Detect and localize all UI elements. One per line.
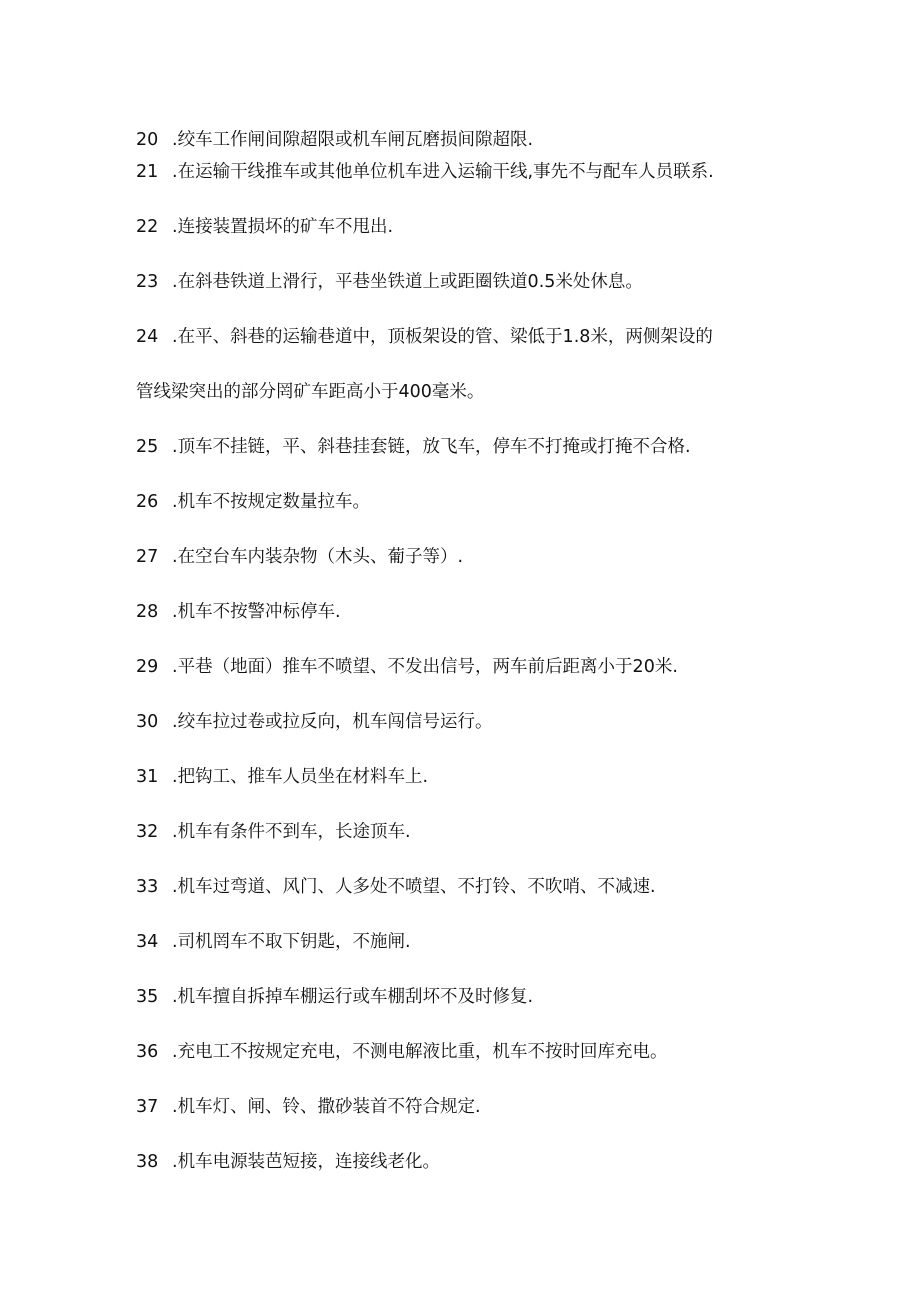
item-number: 21: [136, 162, 159, 182]
list-item: [136, 128, 533, 152]
item-number: 36: [136, 1042, 159, 1062]
list-item: [136, 435, 691, 459]
item-number: 24: [136, 327, 159, 347]
list-item: [136, 1095, 481, 1119]
item-number: 25: [136, 437, 159, 457]
item-number: 27: [136, 547, 159, 567]
item-text: .机车电源装芭短接，连接线老化。: [172, 1152, 441, 1172]
list-item: [136, 490, 370, 514]
item-text: .把钩工、推车人员坐在材料车上.: [172, 767, 429, 787]
list-item: [136, 875, 656, 899]
list-item: [136, 1150, 440, 1174]
list-item: [136, 545, 463, 569]
item-text: .机车不按警冲标停车.: [172, 602, 341, 622]
item-text: .在运输干线推车或其他单位机车进入运输干线,事先不与配车人员联系.: [172, 162, 714, 182]
item-text: .在斜巷铁道上滑行，平巷坐铁道上或距圈铁道0.5米处休息。: [172, 272, 643, 292]
item-text: .顶车不挂链，平、斜巷挂套链，放飞车，停车不打掩或打掩不合格.: [172, 437, 691, 457]
item-number: 35: [136, 987, 159, 1007]
item-text: .机车过弯道、风门、人多处不喷望、不打铃、不吹哨、不减速.: [172, 877, 656, 897]
item-number: 23: [136, 272, 159, 292]
item-text: .机车有条件不到车，长途顶车.: [172, 822, 411, 842]
item-number: 31: [136, 767, 159, 787]
item-text: .机车擅自拆掉车棚运行或车棚刮坏不及时修复.: [172, 987, 534, 1007]
item-text: .机车不按规定数量拉车。: [172, 492, 371, 512]
item-text: .充电工不按规定充电，不测电解液比重，机车不按时回库充电。: [172, 1042, 668, 1062]
item-number: 22: [136, 217, 159, 237]
list-item: [136, 820, 411, 844]
list-item-continuation: [136, 380, 484, 404]
item-text: .机车灯、闸、铃、撒砂装首不符合规定.: [172, 1097, 481, 1117]
item-number: 32: [136, 822, 159, 842]
list-item: [136, 985, 533, 1009]
item-number: 33: [136, 877, 159, 897]
list-item: [136, 710, 493, 734]
list-item: [136, 930, 411, 954]
item-number: 26: [136, 492, 159, 512]
list-item: [136, 600, 341, 624]
item-text: .绞车拉过卷或拉反向，机车闯信号运行。: [172, 712, 493, 732]
item-text: .连接装置损坏的矿车不甩出.: [172, 217, 394, 237]
item-number: 34: [136, 932, 159, 952]
item-number: 20: [136, 130, 159, 150]
list-item: [136, 160, 714, 184]
list-item: [136, 655, 678, 679]
item-number: 28: [136, 602, 159, 622]
item-number: 29: [136, 657, 159, 677]
item-number: 30: [136, 712, 159, 732]
list-item: [136, 765, 428, 789]
item-text: 管线梁突出的部分罔矿车距高小于400毫米。: [136, 382, 485, 402]
item-text: .绞车工作闸间隙超限或机车闸瓦磨损间隙超限.: [172, 130, 534, 150]
item-number: 37: [136, 1097, 159, 1117]
list-item: [136, 215, 393, 239]
item-text: .司机罔车不取下钥匙，不施闸.: [172, 932, 411, 952]
list-item: [136, 270, 643, 294]
item-text: .在空台车内装杂物（木头、葡子等）.: [172, 547, 464, 567]
item-number: 38: [136, 1152, 159, 1172]
list-item: [136, 1040, 668, 1064]
item-text: .平巷（地面）推车不喷望、不发出信号，两车前后距离小于20米.: [172, 657, 678, 677]
list-item: [136, 325, 713, 349]
item-text: .在平、斜巷的运输巷道中，顶板架设的管、梁低于1.8米，两侧架设的: [172, 327, 713, 347]
